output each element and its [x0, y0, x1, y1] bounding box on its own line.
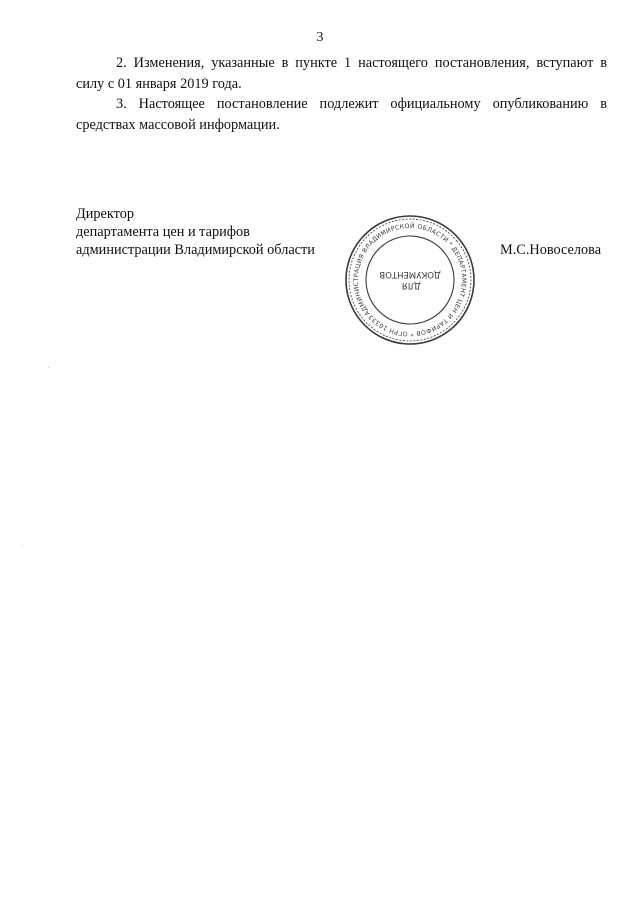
paragraph-effective-date: 2. Изменения, указанные в пункте 1 настоящего постановления, вступают в силу с 01 января 2019 года. [76, 55, 607, 92]
signatory-title-line: Директор [76, 206, 135, 222]
page-number: 3 [316, 30, 324, 45]
svg-text:АДМИНИСТРАЦИЯ ВЛАДИМИРСКОЙ ОБЛ [340, 210, 480, 350]
signatory-name: М.С.Новоселова [500, 242, 602, 258]
official-seal [340, 210, 480, 350]
seal-graphic [340, 210, 480, 350]
seal-center-text: ДЛЯ ДОКУМЕНТОВ [379, 269, 441, 290]
signatory-department-line: департамента цен и тарифов [76, 224, 250, 240]
scan-speck [48, 367, 49, 368]
seal-ring-text: АДМИНИСТРАЦИЯ ВЛАДИМИРСКОЙ ОБЛАСТИ * ДЕПАРТАМЕНТ ЦЕН И ТАРИФОВ * ОГРН 1033302010160 [352, 222, 468, 338]
signatory-position [76, 205, 315, 259]
signatory-administration-line: администрации Владимирской области [76, 242, 315, 258]
paragraph-publication: 3. Настоящее постановление подлежит официальному опубликованию в средствах массовой информации. [76, 96, 607, 133]
scan-speck [22, 545, 23, 546]
